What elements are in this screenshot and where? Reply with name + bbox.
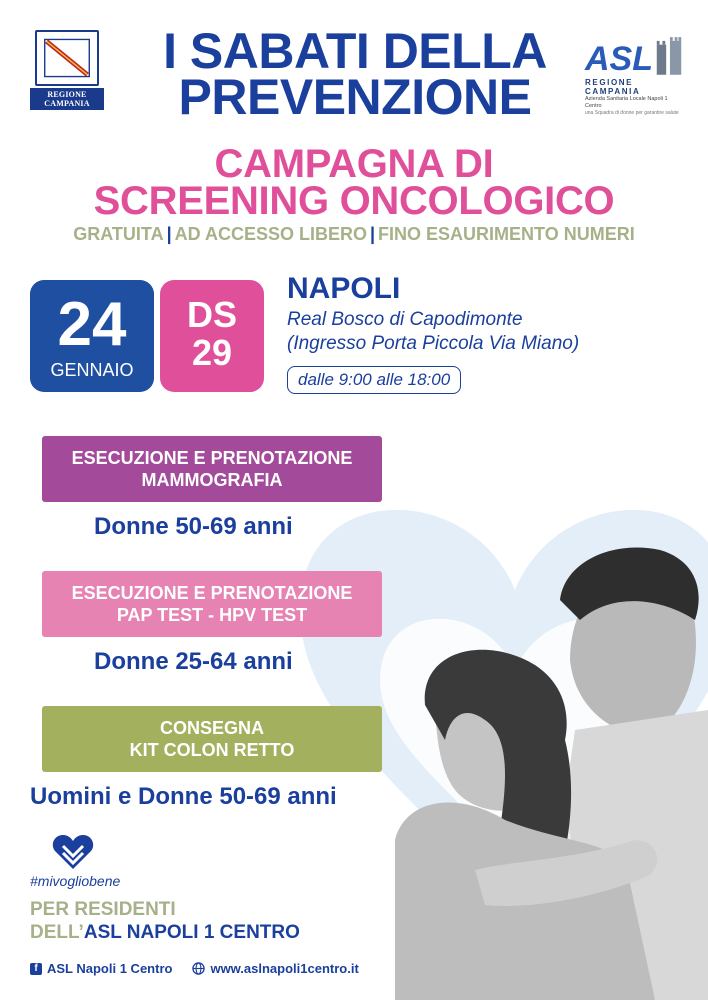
event-city: NAPOLI bbox=[287, 272, 401, 305]
title-line-1: I SABATI DELLA bbox=[163, 23, 547, 79]
service-title-line-2: PAP TEST - HPV TEST bbox=[116, 605, 308, 625]
event-hours: dalle 9:00 alle 18:00 bbox=[287, 366, 461, 394]
tag-separator: | bbox=[370, 224, 376, 244]
tag-free: GRATUITA bbox=[73, 224, 164, 244]
campaign-line-2: SCREENING ONCOLOGICO bbox=[93, 179, 615, 223]
title-line-2: PREVENZIONE bbox=[178, 69, 532, 125]
regione-campania-logo bbox=[30, 30, 104, 110]
asl-region: REGIONE CAMPANIA bbox=[585, 78, 641, 96]
regione-campania-caption: REGIONE CAMPANIA bbox=[30, 88, 104, 110]
service-title-line-1: CONSEGNA bbox=[159, 718, 264, 738]
service-title-line-2: MAMMOGRAFIA bbox=[141, 470, 283, 490]
heart-logo-icon bbox=[52, 833, 94, 871]
tag-open-access: AD ACCESSO LIBERO bbox=[174, 224, 367, 244]
service-title-line-2: KIT COLON RETTO bbox=[129, 740, 295, 760]
service-target-pap-hpv: Donne 25-64 anni bbox=[94, 648, 293, 675]
residents-asl: ASL NAPOLI 1 CENTRO bbox=[83, 922, 300, 943]
service-colon-kit bbox=[42, 706, 382, 772]
residents-prefix: DELL’ bbox=[30, 922, 84, 943]
asl-logo bbox=[585, 30, 685, 116]
ds-box bbox=[160, 280, 264, 392]
service-target-colon-kit: Uomini e Donne 50-69 anni bbox=[30, 783, 337, 810]
residents-line-1: PER RESIDENTI bbox=[30, 899, 176, 920]
ds-number: 29 bbox=[191, 332, 233, 373]
service-mammography bbox=[42, 436, 382, 502]
asl-castle-logo-icon bbox=[653, 34, 685, 76]
globe-icon bbox=[192, 962, 205, 975]
facebook-icon[interactable]: f bbox=[30, 963, 42, 975]
service-title-line-1: ESECUZIONE E PRENOTAZIONE bbox=[71, 448, 353, 468]
asl-tagline: una Squadra di donne per garantire salute bbox=[585, 110, 679, 116]
service-target-mammography: Donne 50-69 anni bbox=[94, 513, 293, 540]
ds-label: DS bbox=[186, 294, 237, 335]
tag-limited-numbers: FINO ESAURIMENTO NUMERI bbox=[378, 224, 635, 244]
event-day: 24 bbox=[57, 290, 127, 359]
website-link[interactable]: www.aslnapoli1centro.it bbox=[210, 961, 359, 976]
regione-campania-shield-icon bbox=[35, 30, 99, 86]
facebook-link[interactable]: ASL Napoli 1 Centro bbox=[47, 961, 173, 976]
campaign-line-1: CAMPAGNA DI bbox=[214, 142, 494, 186]
hashtag: #mivogliobene bbox=[30, 873, 121, 889]
residents-line-2 bbox=[30, 922, 300, 944]
event-venue-line-1: Real Bosco di Capodimonte bbox=[287, 309, 523, 330]
service-pap-hpv-test bbox=[42, 571, 382, 637]
event-month: GENNAIO bbox=[50, 360, 134, 380]
couple-photo bbox=[365, 540, 708, 1000]
footer-contacts bbox=[30, 961, 359, 976]
service-title-line-1: ESECUZIONE E PRENOTAZIONE bbox=[71, 583, 353, 603]
campaign-tags bbox=[20, 222, 688, 246]
tag-separator: | bbox=[166, 224, 172, 244]
event-venue-line-2: (Ingresso Porta Piccola Via Miano) bbox=[287, 333, 580, 354]
asl-agency: Azienda Sanitaria Locale Napoli 1 Centro bbox=[585, 96, 668, 109]
date-box bbox=[30, 280, 154, 392]
asl-mark: ASL bbox=[585, 40, 653, 78]
